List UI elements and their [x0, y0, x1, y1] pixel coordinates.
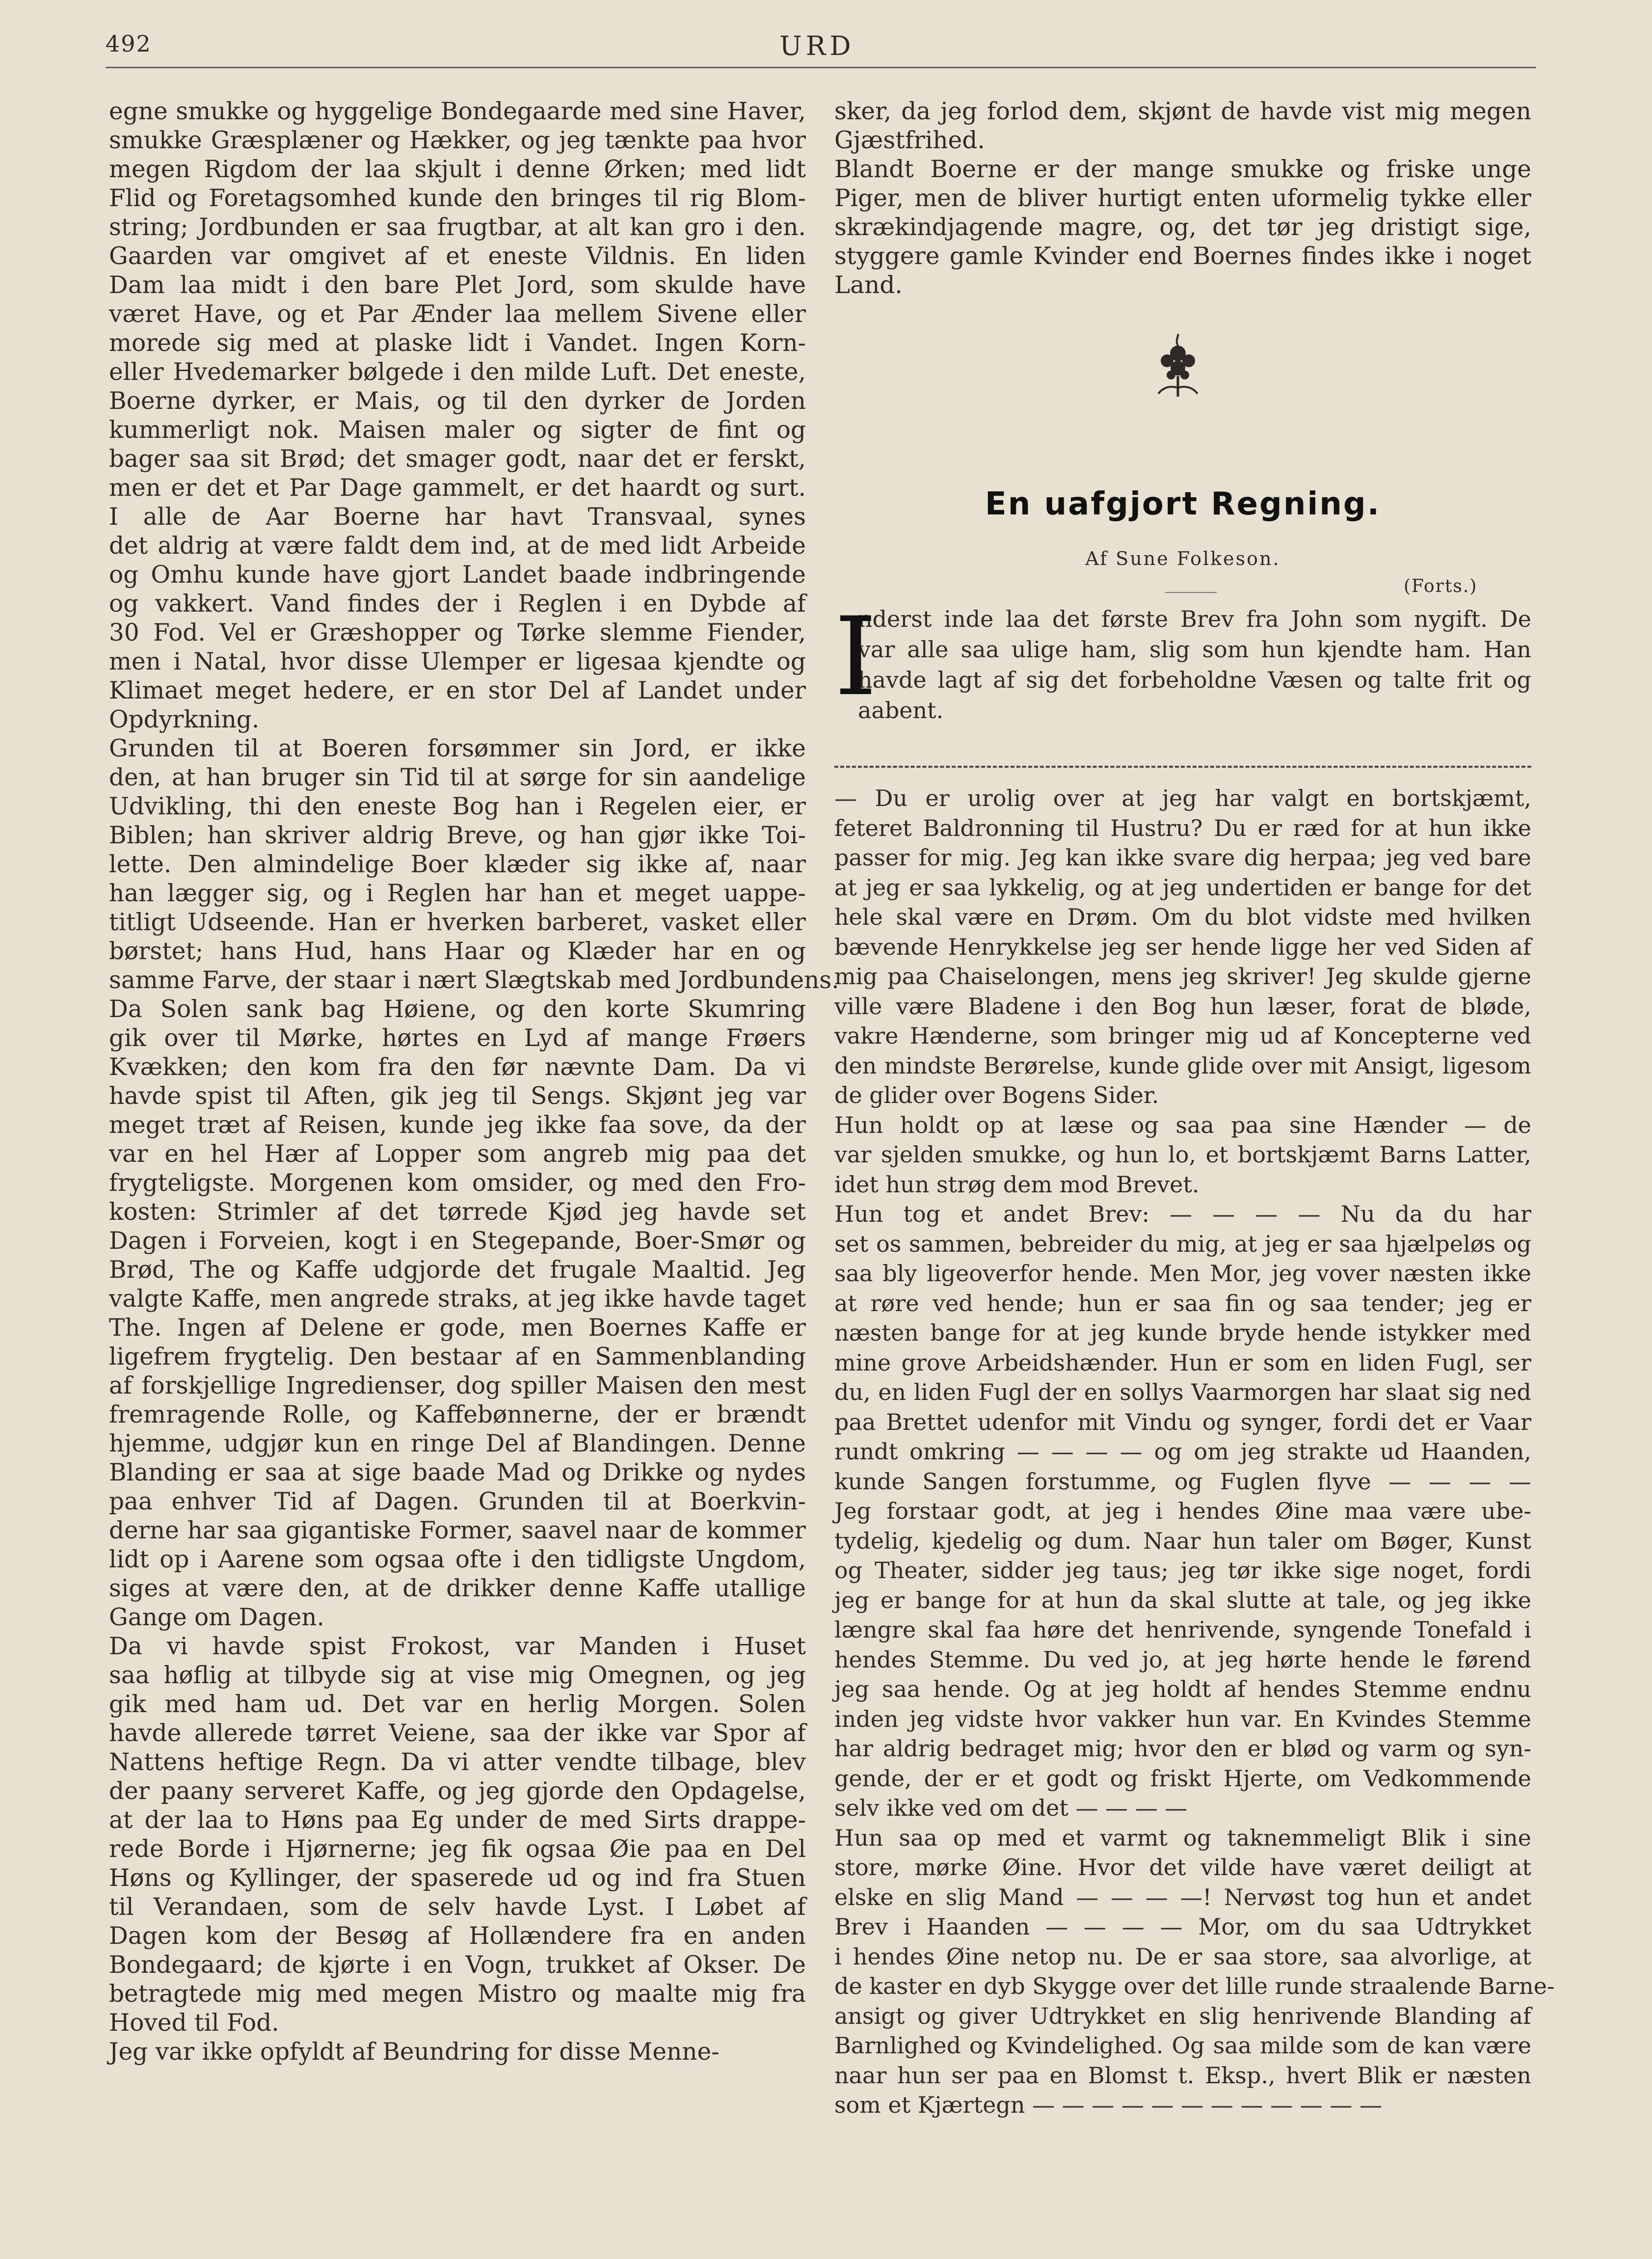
text-line: styggere gamle Kvinder end Boernes findes ikke i noget — [834, 242, 1531, 270]
text-line: megen Rigdom der laa skjult i denne Ørken; med lidt — [109, 156, 806, 183]
text-line: de kaster en dyb Skygge over det lille runde straalende Barne- — [834, 1973, 1555, 1999]
text-line: og Omhu kunde have gjort Landet baade indbringende — [109, 561, 806, 589]
text-line: gik med ham ud. Det var en herlig Morgen. Solen — [109, 1691, 806, 1718]
text-line: 30 Fod. Vel er Græshopper og Tørke slemme Fiender, — [109, 619, 806, 646]
text-line: morede sig med at plaske lidt i Vandet. Ingen Korn- — [109, 329, 806, 357]
text-line: som et Kjærtegn — — — — — — — — — — — — — [834, 2092, 1382, 2118]
byline-rule — [1165, 592, 1217, 593]
text-line: Boerne dyrker, er Mais, og til den dyrker de Jorden — [109, 387, 806, 415]
text-line: Dagen kom der Besøg af Hollændere fra en anden — [109, 1922, 806, 1950]
drop-cap: I — [834, 594, 877, 720]
text-line: kummerligt nok. Maisen maler og sigter de fint og — [109, 416, 806, 444]
text-line: saa bly ligeoverfor hende. Men Mor, jeg vover næsten ikke — [834, 1260, 1531, 1287]
text-line: Høns og Kyllinger, der spaserede ud og ind fra Stuen — [109, 1864, 806, 1892]
text-line: havde lagt af sig det forbeholdne Væsen og talte frit og — [858, 667, 1531, 693]
text-line: der paany serveret Kaffe, og jeg gjorde den Opdagelse, — [109, 1777, 806, 1805]
text-line: Nattens heftige Regn. Da vi atter vendte tilbage, blev — [109, 1748, 806, 1776]
text-line: hjemme, udgjør kun en ringe Del af Blandingen. Denne — [109, 1430, 806, 1457]
text-line: var alle saa ulige ham, slig som hun kjendte ham. Han — [858, 636, 1531, 663]
text-line: havde spist til Aften, gik jeg til Sengs. Skjønt jeg var — [109, 1082, 806, 1110]
text-line: paa Brettet udenfor mit Vindu og synger, fordi det er Vaar — [834, 1408, 1531, 1435]
text-line: at der laa to Høns paa Eg under de med Sirts drappe- — [109, 1806, 806, 1834]
text-line: inden jeg vidste hvor vakker hun var. En Kvindes Stemme — [834, 1705, 1531, 1732]
text-line: til Verandaen, som de selv havde Lyst. I Løbet af — [109, 1893, 806, 1921]
text-line: at røre ved hende; hun er saa fin og saa tender; jeg er — [834, 1290, 1531, 1317]
text-line: kunde Sangen forstumme, og Fuglen flyve — — — — — [834, 1468, 1531, 1495]
dashed-separator — [834, 766, 1531, 768]
text-line: det aldrig at være faldt dem ind, at de med lidt Arbeide — [109, 532, 806, 560]
text-line: aabent. — [858, 697, 944, 724]
text-line: Piger, men de bliver hurtigt enten uformelig tykke eller — [834, 185, 1531, 212]
text-line: kosten: Strimler af det tørrede Kjød jeg havde set — [109, 1198, 806, 1226]
text-line: siges at være den, at de drikker denne Kaffe utallige — [109, 1575, 806, 1602]
text-line: af forskjellige Ingredienser, dog spiller Maisen den mest — [109, 1372, 806, 1399]
text-line: Da Solen sank bag Høiene, og den korte Skumring — [109, 995, 806, 1023]
right-column-top — [834, 97, 1531, 300]
text-line: sker, da jeg forlod dem, skjønt de havde vist mig megen — [834, 98, 1531, 125]
text-line: Hoved til Fod. — [109, 2009, 279, 2037]
text-line: eller Hvedemarker bølgede i den milde Luft. Det eneste, — [109, 358, 806, 386]
text-line: bævende Henrykkelse jeg ser hende ligge her ved Siden af — [834, 933, 1531, 960]
text-line: men er det et Par Dage gammelt, er det haardt og surt. — [109, 474, 806, 502]
text-line: jeg saa hende. Og at jeg holdt af hendes Stemme endnu — [834, 1676, 1531, 1702]
intro-text — [858, 604, 1531, 726]
text-line: Barnlighed og Kvindelighed. Og saa milde som de kan være — [834, 2032, 1531, 2059]
text-line: hendes Stemme. Du ved jo, at jeg hørte hende le førend — [834, 1646, 1531, 1673]
text-line: smukke Græsplæner og Hækker, og jeg tænkte paa hvor — [109, 127, 806, 154]
text-line: Klimaet meget hedere, er en stor Del af Landet under — [109, 677, 806, 704]
text-line: har aldrig bedraget mig; hvor den er blød og varm og syn- — [834, 1735, 1531, 1762]
text-line: ville være Bladene i den Bog hun læser, forat de bløde, — [834, 993, 1531, 1020]
text-line: mine grove Arbeidshænder. Hun er som en liden Fugl, ser — [834, 1349, 1531, 1376]
text-line: den mindste Berørelse, kunde glide over mit Ansigt, ligesom — [834, 1052, 1531, 1079]
left-column — [109, 97, 839, 2067]
text-line: Kvækken; den kom fra den før nævnte Dam. Da vi — [109, 1053, 806, 1081]
text-line: var sjelden smukke, og hun lo, et bortskjæmt Barns Latter, — [834, 1141, 1531, 1168]
text-line: string; Jordbunden er saa frugtbar, at alt kan gro i den. — [109, 214, 806, 241]
text-line: set os sammen, bebreider du mig, at jeg er saa hjælpeløs og — [834, 1230, 1531, 1257]
text-line: Gaarden var omgivet af et eneste Vildnis. En liden — [109, 242, 806, 270]
text-line: idet hun strøg dem mod Brevet. — [834, 1171, 1199, 1198]
text-line: nderst inde laa det første Brev fra John som nygift. De — [858, 606, 1531, 632]
story-body-text — [834, 783, 1555, 2120]
text-line: de glider over Bogens Sider. — [834, 1082, 1159, 1108]
text-line: gende, der er et godt og friskt Hjerte, om Vedkommende — [834, 1765, 1531, 1792]
text-line: tydelig, kjedelig og dum. Naar hun taler om Bøger, Kunst — [834, 1527, 1531, 1554]
text-line: Biblen; han skriver aldrig Breve, og han gjør ikke Toi- — [109, 822, 806, 849]
page-number: 492 — [106, 30, 152, 57]
text-line: rundt omkring — — — — og om jeg strakte ud Haanden, — [834, 1438, 1531, 1465]
text-line: jeg er bange for at hun da skal slutte at tale, og jeg ikke — [834, 1587, 1531, 1614]
text-line: passer for mig. Jeg kan ikke svare dig herpaa; jeg ved bare — [834, 844, 1531, 871]
text-line: fremragende Rolle, og Kaffebønnerne, der er brændt — [109, 1401, 806, 1428]
text-line: Blanding er saa at sige baade Mad og Drikke og nydes — [109, 1459, 806, 1486]
text-line: Hun holdt op at læse og saa paa sine Hænder — de — [834, 1111, 1531, 1138]
text-line: titligt Udseende. Han er hverken barberet, vasket eller — [109, 909, 806, 936]
text-line: paa enhver Tid af Dagen. Grunden til at Boerkvin- — [109, 1488, 806, 1515]
text-line: Dagen i Forveien, kogt i en Stegepande, Boer-Smør og — [109, 1227, 806, 1255]
text-line: elske en slig Mand — — — —! Nervøst tog hun et andet — [834, 1883, 1531, 1910]
running-head — [106, 30, 1529, 65]
text-line: lidt op i Aarene som ogsaa ofte i den tidligste Ungdom, — [109, 1546, 806, 1573]
text-line: selv ikke ved om det — — — — — [834, 1795, 1188, 1821]
text-line: Jeg var ikke opfyldt af Beundring for disse Menne- — [109, 2038, 719, 2066]
story-body — [834, 783, 1555, 2120]
text-line: at jeg er saa lykkelig, og at jeg undertiden er bange for det — [834, 874, 1531, 901]
story-intro — [834, 594, 1531, 726]
text-line: egne smukke og hyggelige Bondegaarde med sine Haver, — [109, 98, 806, 125]
text-line: Udvikling, thi den eneste Bog han i Regelen eier, er — [109, 793, 806, 820]
text-line: næsten bange for at jeg kunde bryde hende istykker med — [834, 1319, 1531, 1346]
story-title: En uafgjort Regning. — [985, 486, 1381, 522]
text-line: samme Farve, der staar i nært Slægtskab med Jordbundens. — [109, 967, 839, 994]
text-line: ligefrem frygtelig. Den bestaar af en Sammenblanding — [109, 1343, 806, 1371]
text-line: meget træt af Reisen, kunde jeg ikke faa sove, da der — [109, 1111, 806, 1139]
text-line: ansigt og giver Udtrykket en slig henrivende Blanding af — [834, 2002, 1531, 2029]
text-line: Blandt Boerne er der mange smukke og friske unge — [834, 156, 1531, 183]
text-line: Flid og Foretagsomhed kunde den bringes til rig Blom- — [109, 185, 806, 212]
text-line: Bondegaard; de kjørte i en Vogn, trukket af Okser. De — [109, 1951, 806, 1979]
text-line: saa høflig at tilbyde sig at vise mig Omegnen, og jeg — [109, 1662, 806, 1689]
floral-ornament-icon — [1148, 334, 1207, 403]
text-line: betragtede mig med megen Mistro og maalte mig fra — [109, 1980, 806, 2008]
header-rule — [106, 67, 1536, 68]
text-line: den, at han bruger sin Tid til at sørge for sin aandelige — [109, 764, 806, 791]
text-line: i hendes Øine netop nu. De er saa store, saa alvorlige, at — [834, 1943, 1531, 1970]
text-line: Gange om Dagen. — [109, 1604, 324, 1631]
story-byline: Af Sune Folkeson. — [1085, 548, 1280, 569]
text-line: naar hun ser paa en Blomst t. Eksp., hvert Blik er næsten — [834, 2062, 1531, 2089]
text-line: Land. — [834, 271, 903, 299]
text-line: I alle de Aar Boerne har havt Transvaal, synes — [109, 503, 806, 531]
text-line: gik over til Mørke, hørtes en Lyd af mange Frøers — [109, 1024, 806, 1052]
text-line: vakre Hænderne, som bringer mig ud af Koncepterne ved — [834, 1022, 1531, 1049]
text-line: du, en liden Fugl der en sollys Vaarmorgen har slaat sig ned — [834, 1379, 1531, 1405]
text-line: og vakkert. Vand findes der i Reglen i en Dybde af — [109, 590, 806, 618]
text-line: mig paa Chaiselongen, mens jeg skriver! Jeg skulde gjerne — [834, 963, 1531, 990]
text-line: frygteligste. Morgenen kom omsider, og med den Fro- — [109, 1169, 806, 1197]
text-line: Brød, The og Kaffe udgjorde det frugale Maaltid. Jeg — [109, 1256, 806, 1284]
text-line: hele skal være en Drøm. Om du blot vidste med hvilken — [834, 904, 1531, 930]
text-line: Jeg forstaar godt, at jeg i hendes Øine maa være ube- — [834, 1498, 1531, 1524]
text-line: Brev i Haanden — — — — Mor, om du saa Udtrykket — [834, 1913, 1531, 1940]
journal-title: URD — [779, 30, 855, 61]
text-line: The. Ingen af Delene er gode, men Boernes Kaffe er — [109, 1314, 806, 1342]
text-line: lette. Den almindelige Boer klæder sig ikke af, naar — [109, 851, 806, 878]
text-line: Hun tog et andet Brev: — — — — Nu da du har — [834, 1201, 1531, 1227]
text-line: men i Natal, hvor disse Ulemper er ligesaa kjendte og — [109, 648, 806, 675]
text-line: valgte Kaffe, men angrede straks, at jeg ikke havde taget — [109, 1285, 806, 1313]
continued-note: (Forts.) — [1404, 576, 1478, 596]
text-line: havde allerede tørret Veiene, saa der ikke var Spor af — [109, 1720, 806, 1747]
text-line: Da vi havde spist Frokost, var Manden i Huset — [109, 1633, 806, 1660]
text-line: var en hel Hær af Lopper som angreb mig paa det — [109, 1140, 806, 1168]
text-line: skrækindjagende magre, og, det tør jeg dristigt sige, — [834, 214, 1531, 241]
left-column-text — [109, 97, 839, 2067]
text-line: og Theater, sidder jeg taus; jeg tør ikke sige noget, fordi — [834, 1557, 1531, 1584]
text-line: længre skal faa høre det henrivende, syngende Tonefald i — [834, 1616, 1531, 1643]
text-line: været Have, og et Par Ænder laa mellem Sivene eller — [109, 300, 806, 328]
text-line: han lægger sig, og i Reglen har han et meget uappe- — [109, 880, 806, 907]
right-column-text — [834, 97, 1531, 300]
text-line: Opdyrkning. — [109, 706, 260, 733]
text-line: Grunden til at Boeren forsømmer sin Jord, er ikke — [109, 735, 806, 762]
text-line: feteret Baldronning til Hustru? Du er ræd for at hun ikke — [834, 814, 1531, 841]
text-line: Gjæstfrihed. — [834, 127, 985, 154]
text-line: børstet; hans Hud, hans Haar og Klæder har en og — [109, 938, 806, 965]
text-line: Hun saa op med et varmt og taknemmeligt Blik i sine — [834, 1824, 1531, 1851]
text-line: store, mørke Øine. Hvor det vilde have været deiligt at — [834, 1854, 1531, 1881]
text-line: derne har saa gigantiske Former, saavel naar de kommer — [109, 1517, 806, 1544]
text-line: bager saa sit Brød; det smager godt, naar det er ferskt, — [109, 445, 806, 473]
text-line: Dam laa midt i den bare Plet Jord, som skulde have — [109, 271, 806, 299]
text-line: rede Borde i Hjørnerne; jeg fik ogsaa Øie paa en Del — [109, 1835, 806, 1863]
text-line: — Du er urolig over at jeg har valgt en bortskjæmt, — [834, 785, 1531, 811]
